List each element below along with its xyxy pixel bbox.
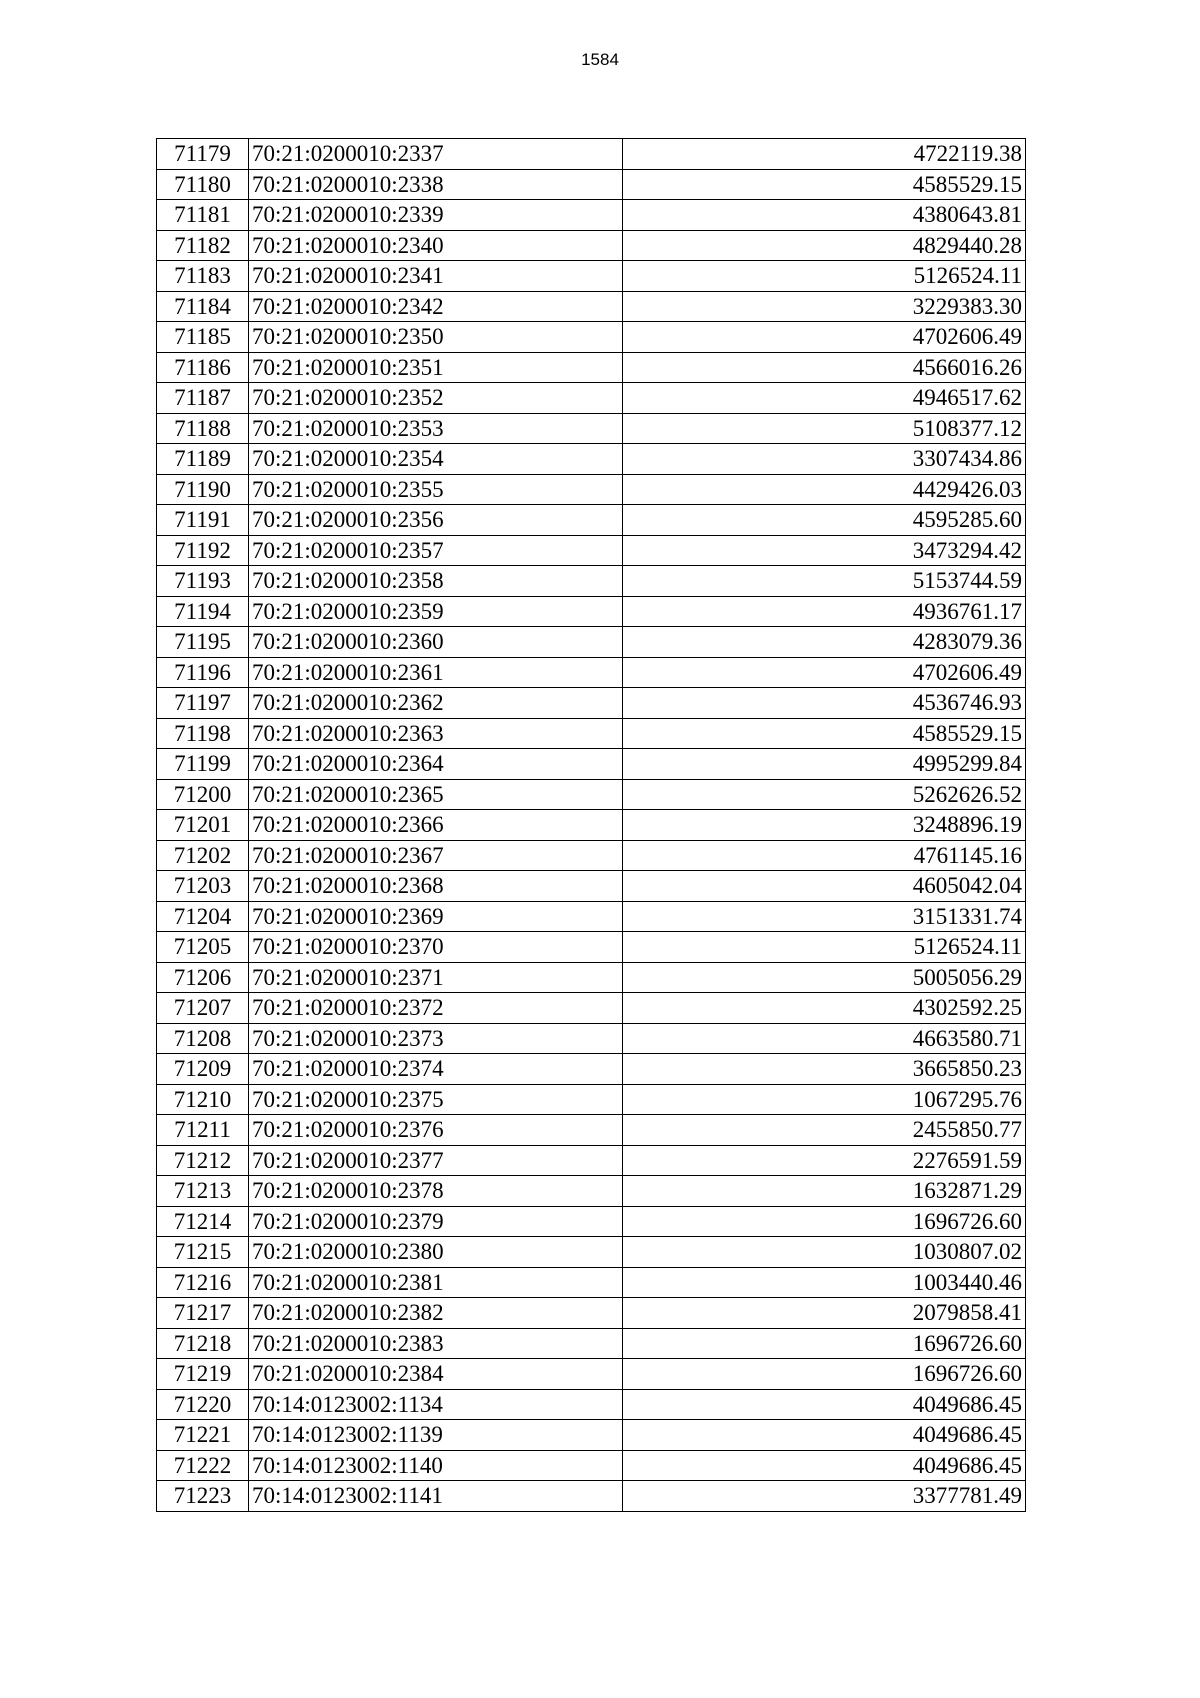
table-row <box>157 291 1026 322</box>
row-number-cell: 71188 <box>157 413 249 444</box>
cadastral-number-cell: 70:14:0123002:1139 <box>249 1420 623 1451</box>
row-number-cell: 71194 <box>157 596 249 627</box>
table-row <box>157 1328 1026 1359</box>
row-number-cell: 71210 <box>157 1084 249 1115</box>
table-row <box>157 596 1026 627</box>
cadastral-value-cell: 3473294.42 <box>623 535 1026 566</box>
cadastral-number-cell: 70:21:0200010:2362 <box>249 688 623 719</box>
cadastral-number-cell: 70:21:0200010:2384 <box>249 1359 623 1390</box>
row-number-cell: 71213 <box>157 1176 249 1207</box>
table-body <box>157 139 1026 1512</box>
row-number-cell: 71199 <box>157 749 249 780</box>
table-row <box>157 1359 1026 1390</box>
cadastral-value-cell: 4605042.04 <box>623 871 1026 902</box>
cadastral-number-cell: 70:14:0123002:1140 <box>249 1450 623 1481</box>
table-row <box>157 840 1026 871</box>
cadastral-number-cell: 70:21:0200010:2383 <box>249 1328 623 1359</box>
row-number-cell: 71215 <box>157 1237 249 1268</box>
table-row <box>157 261 1026 292</box>
cadastral-number-cell: 70:21:0200010:2367 <box>249 840 623 871</box>
cadastral-value-cell: 3248896.19 <box>623 810 1026 841</box>
cadastral-number-cell: 70:21:0200010:2352 <box>249 383 623 414</box>
cadastral-number-cell: 70:21:0200010:2339 <box>249 200 623 231</box>
cadastral-number-cell: 70:21:0200010:2379 <box>249 1206 623 1237</box>
row-number-cell: 71180 <box>157 169 249 200</box>
cadastral-number-cell: 70:21:0200010:2368 <box>249 871 623 902</box>
cadastral-number-cell: 70:14:0123002:1141 <box>249 1481 623 1512</box>
cadastral-value-cell: 1696726.60 <box>623 1206 1026 1237</box>
cadastral-number-cell: 70:21:0200010:2357 <box>249 535 623 566</box>
table-row <box>157 901 1026 932</box>
row-number-cell: 71209 <box>157 1054 249 1085</box>
table-row <box>157 322 1026 353</box>
cadastral-value-cell: 1632871.29 <box>623 1176 1026 1207</box>
row-number-cell: 71205 <box>157 932 249 963</box>
cadastral-number-cell: 70:21:0200010:2382 <box>249 1298 623 1329</box>
table-row <box>157 352 1026 383</box>
table-row <box>157 1176 1026 1207</box>
cadastral-value-cell: 4663580.71 <box>623 1023 1026 1054</box>
cadastral-value-cell: 3377781.49 <box>623 1481 1026 1512</box>
row-number-cell: 71222 <box>157 1450 249 1481</box>
cadastral-number-cell: 70:21:0200010:2358 <box>249 566 623 597</box>
row-number-cell: 71196 <box>157 657 249 688</box>
cadastral-value-cell: 3229383.30 <box>623 291 1026 322</box>
cadastral-number-cell: 70:21:0200010:2361 <box>249 657 623 688</box>
cadastral-value-cell: 3665850.23 <box>623 1054 1026 1085</box>
cadastral-value-cell: 4702606.49 <box>623 322 1026 353</box>
cadastral-number-cell: 70:21:0200010:2351 <box>249 352 623 383</box>
cadastral-value-cell: 2079858.41 <box>623 1298 1026 1329</box>
row-number-cell: 71217 <box>157 1298 249 1329</box>
row-number-cell: 71195 <box>157 627 249 658</box>
table-row <box>157 1450 1026 1481</box>
table-row <box>157 1206 1026 1237</box>
cadastral-number-cell: 70:21:0200010:2380 <box>249 1237 623 1268</box>
cadastral-value-cell: 4302592.25 <box>623 993 1026 1024</box>
cadastral-number-cell: 70:21:0200010:2371 <box>249 962 623 993</box>
cadastral-number-cell: 70:21:0200010:2359 <box>249 596 623 627</box>
cadastral-number-cell: 70:21:0200010:2354 <box>249 444 623 475</box>
table-row <box>157 962 1026 993</box>
row-number-cell: 71212 <box>157 1145 249 1176</box>
row-number-cell: 71187 <box>157 383 249 414</box>
cadastral-number-cell: 70:21:0200010:2338 <box>249 169 623 200</box>
cadastral-value-cell: 4585529.15 <box>623 718 1026 749</box>
cadastral-value-cell: 5153744.59 <box>623 566 1026 597</box>
cadastral-value-cell: 4829440.28 <box>623 230 1026 261</box>
table-row <box>157 810 1026 841</box>
cadastral-number-cell: 70:21:0200010:2353 <box>249 413 623 444</box>
table-row <box>157 383 1026 414</box>
table-row <box>157 200 1026 231</box>
row-number-cell: 71216 <box>157 1267 249 1298</box>
cadastral-number-cell: 70:21:0200010:2337 <box>249 139 623 170</box>
table-row <box>157 1298 1026 1329</box>
cadastral-value-cell: 5262626.52 <box>623 779 1026 810</box>
cadastral-value-table <box>156 138 1026 1512</box>
table-row <box>157 688 1026 719</box>
cadastral-value-cell: 4595285.60 <box>623 505 1026 536</box>
cadastral-number-cell: 70:21:0200010:2369 <box>249 901 623 932</box>
cadastral-value-cell: 2276591.59 <box>623 1145 1026 1176</box>
row-number-cell: 71193 <box>157 566 249 597</box>
cadastral-number-cell: 70:21:0200010:2341 <box>249 261 623 292</box>
table-row <box>157 474 1026 505</box>
cadastral-value-cell: 4380643.81 <box>623 200 1026 231</box>
table-row <box>157 1054 1026 1085</box>
cadastral-value-cell: 4585529.15 <box>623 169 1026 200</box>
row-number-cell: 71219 <box>157 1359 249 1390</box>
table-row <box>157 779 1026 810</box>
table-row <box>157 1084 1026 1115</box>
table-row <box>157 535 1026 566</box>
cadastral-value-cell: 1030807.02 <box>623 1237 1026 1268</box>
row-number-cell: 71200 <box>157 779 249 810</box>
row-number-cell: 71203 <box>157 871 249 902</box>
row-number-cell: 71181 <box>157 200 249 231</box>
cadastral-number-cell: 70:21:0200010:2381 <box>249 1267 623 1298</box>
table-row <box>157 718 1026 749</box>
cadastral-number-cell: 70:21:0200010:2363 <box>249 718 623 749</box>
row-number-cell: 71201 <box>157 810 249 841</box>
row-number-cell: 71211 <box>157 1115 249 1146</box>
row-number-cell: 71189 <box>157 444 249 475</box>
row-number-cell: 71179 <box>157 139 249 170</box>
cadastral-number-cell: 70:14:0123002:1134 <box>249 1389 623 1420</box>
cadastral-value-cell: 4049686.45 <box>623 1420 1026 1451</box>
row-number-cell: 71197 <box>157 688 249 719</box>
page-number: 1584 <box>581 50 619 69</box>
row-number-cell: 71218 <box>157 1328 249 1359</box>
table-row <box>157 1237 1026 1268</box>
cadastral-number-cell: 70:21:0200010:2366 <box>249 810 623 841</box>
cadastral-value-cell: 1067295.76 <box>623 1084 1026 1115</box>
table-row <box>157 169 1026 200</box>
cadastral-number-cell: 70:21:0200010:2365 <box>249 779 623 810</box>
row-number-cell: 71204 <box>157 901 249 932</box>
cadastral-value-cell: 4761145.16 <box>623 840 1026 871</box>
row-number-cell: 71202 <box>157 840 249 871</box>
cadastral-value-cell: 4049686.45 <box>623 1389 1026 1420</box>
cadastral-value-cell: 3151331.74 <box>623 901 1026 932</box>
table-row <box>157 871 1026 902</box>
row-number-cell: 71184 <box>157 291 249 322</box>
cadastral-value-cell: 5005056.29 <box>623 962 1026 993</box>
cadastral-number-cell: 70:21:0200010:2374 <box>249 1054 623 1085</box>
cadastral-value-cell: 4995299.84 <box>623 749 1026 780</box>
row-number-cell: 71220 <box>157 1389 249 1420</box>
row-number-cell: 71223 <box>157 1481 249 1512</box>
cadastral-value-cell: 4283079.36 <box>623 627 1026 658</box>
cadastral-value-cell: 4566016.26 <box>623 352 1026 383</box>
cadastral-number-cell: 70:21:0200010:2360 <box>249 627 623 658</box>
row-number-cell: 71183 <box>157 261 249 292</box>
cadastral-value-cell: 4536746.93 <box>623 688 1026 719</box>
cadastral-value-cell: 4722119.38 <box>623 139 1026 170</box>
cadastral-value-cell: 5126524.11 <box>623 932 1026 963</box>
row-number-cell: 71192 <box>157 535 249 566</box>
table-row <box>157 139 1026 170</box>
table-row <box>157 1389 1026 1420</box>
row-number-cell: 71182 <box>157 230 249 261</box>
row-number-cell: 71198 <box>157 718 249 749</box>
cadastral-number-cell: 70:21:0200010:2342 <box>249 291 623 322</box>
table-row <box>157 566 1026 597</box>
cadastral-value-cell: 3307434.86 <box>623 444 1026 475</box>
cadastral-number-cell: 70:21:0200010:2378 <box>249 1176 623 1207</box>
table-row <box>157 993 1026 1024</box>
cadastral-value-cell: 4429426.03 <box>623 474 1026 505</box>
row-number-cell: 71221 <box>157 1420 249 1451</box>
cadastral-number-cell: 70:21:0200010:2377 <box>249 1145 623 1176</box>
table-row <box>157 505 1026 536</box>
row-number-cell: 71190 <box>157 474 249 505</box>
table-row <box>157 444 1026 475</box>
cadastral-number-cell: 70:21:0200010:2356 <box>249 505 623 536</box>
cadastral-value-cell: 4702606.49 <box>623 657 1026 688</box>
cadastral-value-cell: 2455850.77 <box>623 1115 1026 1146</box>
table-row <box>157 1115 1026 1146</box>
cadastral-value-cell: 1696726.60 <box>623 1328 1026 1359</box>
cadastral-value-cell: 4936761.17 <box>623 596 1026 627</box>
table-row <box>157 230 1026 261</box>
table-row <box>157 657 1026 688</box>
cadastral-number-cell: 70:21:0200010:2373 <box>249 1023 623 1054</box>
cadastral-value-cell: 1696726.60 <box>623 1359 1026 1390</box>
table-row <box>157 1481 1026 1512</box>
table-row <box>157 1267 1026 1298</box>
cadastral-number-cell: 70:21:0200010:2375 <box>249 1084 623 1115</box>
cadastral-number-cell: 70:21:0200010:2364 <box>249 749 623 780</box>
row-number-cell: 71191 <box>157 505 249 536</box>
row-number-cell: 71206 <box>157 962 249 993</box>
cadastral-value-cell: 4946517.62 <box>623 383 1026 414</box>
cadastral-value-cell: 5108377.12 <box>623 413 1026 444</box>
cadastral-number-cell: 70:21:0200010:2376 <box>249 1115 623 1146</box>
cadastral-number-cell: 70:21:0200010:2340 <box>249 230 623 261</box>
cadastral-value-cell: 4049686.45 <box>623 1450 1026 1481</box>
cadastral-number-cell: 70:21:0200010:2350 <box>249 322 623 353</box>
table-row <box>157 1023 1026 1054</box>
cadastral-number-cell: 70:21:0200010:2355 <box>249 474 623 505</box>
row-number-cell: 71208 <box>157 1023 249 1054</box>
table-row <box>157 932 1026 963</box>
cadastral-value-cell: 1003440.46 <box>623 1267 1026 1298</box>
row-number-cell: 71207 <box>157 993 249 1024</box>
row-number-cell: 71214 <box>157 1206 249 1237</box>
cadastral-number-cell: 70:21:0200010:2372 <box>249 993 623 1024</box>
table-row <box>157 749 1026 780</box>
row-number-cell: 71185 <box>157 322 249 353</box>
table-row <box>157 413 1026 444</box>
table-row <box>157 1420 1026 1451</box>
cadastral-value-cell: 5126524.11 <box>623 261 1026 292</box>
cadastral-number-cell: 70:21:0200010:2370 <box>249 932 623 963</box>
table-row <box>157 627 1026 658</box>
table-row <box>157 1145 1026 1176</box>
row-number-cell: 71186 <box>157 352 249 383</box>
